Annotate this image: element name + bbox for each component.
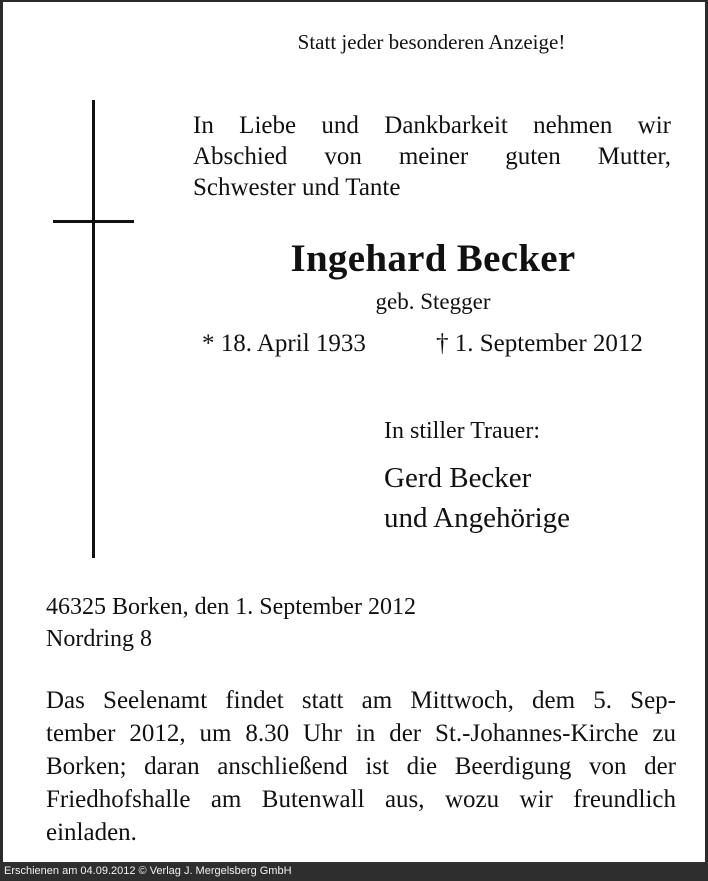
place-date: 46325 Borken, den 1. September 2012 xyxy=(46,594,416,620)
intro-line: Schwester und Tante xyxy=(193,174,401,201)
mourning-label: In stiller Trauer: xyxy=(384,418,540,444)
mourner-name: und Angehörige xyxy=(384,502,571,534)
maiden-name: geb. Stegger xyxy=(375,289,491,314)
notice-line: einladen. xyxy=(46,819,137,846)
intro-text xyxy=(193,110,671,203)
publication-footer: Erschienen am 04.09.2012 © Verlag J. Mergelsberg GmbH xyxy=(0,862,708,881)
deceased-name: Ingehard Becker xyxy=(290,237,576,280)
birth-date: * 18. April 1933 xyxy=(202,330,366,357)
notice-line: tember 2012, um 8.30 Uhr in der St.-Johannes-Kirche zu xyxy=(46,720,676,747)
street-address: Nordring 8 xyxy=(46,626,152,652)
cross-icon-horizontal xyxy=(53,220,134,223)
notice-line: Friedhofshalle am Butenwall aus, wozu wir freundlich xyxy=(46,786,676,813)
funeral-notice xyxy=(46,684,676,849)
notice-line: Borken; daran anschließend ist die Beerdigung von der xyxy=(46,753,676,780)
intro-line: Abschied von meiner guten Mutter, xyxy=(193,143,671,170)
intro-line: In Liebe und Dankbarkeit nehmen wir xyxy=(193,112,671,139)
cross-icon-vertical xyxy=(92,100,95,558)
header-notice: Statt jeder besonderen Anzeige! xyxy=(297,30,566,54)
death-date: † 1. September 2012 xyxy=(436,330,643,357)
notice-line: Das Seelenamt findet statt am Mittwoch, dem 5. Sep- xyxy=(46,687,676,714)
address-block xyxy=(46,591,416,655)
mourner-name: Gerd Becker xyxy=(384,462,532,494)
